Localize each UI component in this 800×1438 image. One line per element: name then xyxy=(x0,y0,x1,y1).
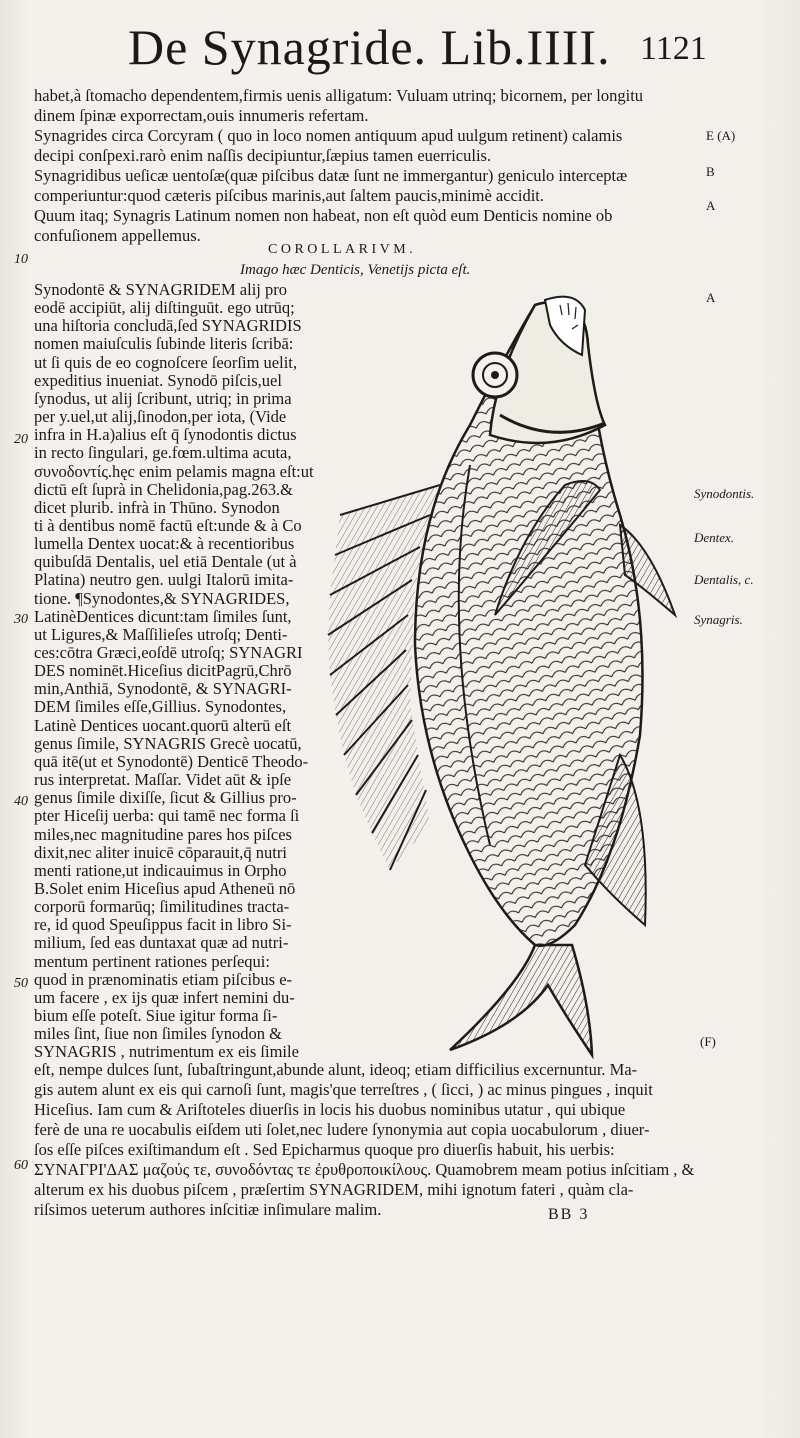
line-number: 40 xyxy=(14,794,28,809)
column-text-line: συνοδοντίς.hęc enim pelamis magna eſt:ut xyxy=(34,461,314,481)
page-number: 1121 xyxy=(640,30,707,67)
tail-fin xyxy=(450,945,592,1055)
column-text-line: eodē accipiūt, alij diſtinguūt. ego utrūq; xyxy=(34,298,295,318)
column-text-line: quā itē(ut et Synodontē) Denticē Theodo- xyxy=(34,751,309,771)
column-text-line: dixit,nec aliter inuicē cōparauit,q̄ nutri xyxy=(34,842,287,862)
column-text-line: quod in prænominatis etiam piſcibus e- xyxy=(34,969,293,989)
column-text-line: miles,nec magnitudine pares hos piſces xyxy=(34,824,292,844)
column-text-line: SYNAGRIS , nutrimentum ex eis ſimile xyxy=(34,1042,299,1062)
column-text-line: expeditius inueniat. Synodō piſcis,uel xyxy=(34,370,282,390)
bottom-text-line: eſt, nempe dulces ſunt, ſubaſtringunt,abunde alunt, ideoq; etiam difficilius excernuntur. Ma- xyxy=(34,1060,638,1079)
running-title: De Synagride. Lib.IIII. xyxy=(128,19,611,75)
column-text-line: infra in H.a)alius eſt q̄ ſynodontis dictus xyxy=(34,425,297,445)
column-text-line: bium eſſe poteſt. Siue igitur forma ſi- xyxy=(34,1006,278,1025)
bottom-text-line: gis autem alunt ex eis qui carnoſi ſunt, magis'que terreſtres , ( ſicci, ) ac minus pingues , inquit xyxy=(34,1080,653,1099)
bottom-text-line: alterum ex his duobus piſcem , præſertim SYNAGRIDEM, mihi ignotum fateri , quàm cla- xyxy=(34,1180,634,1199)
margin-note: Dentex. xyxy=(694,530,735,545)
bottom-text-line: ſos eſſe piſces exiſtimandum eſt . Sed Epicharmus quoque pro diuerſis habuit, his uerbis: xyxy=(34,1140,615,1159)
bottom-text-line: riſsimos ueterum authores inſcitiæ inſimulare malim. xyxy=(34,1200,382,1219)
column-text-line: rus interpretat. Maſſar. Videt aūt & ipſe xyxy=(34,770,292,790)
column-text-line: ut ſi quis de eo cognoſcere ſeorſim uelit, xyxy=(34,352,298,372)
column-text-line: DEM ſimiles eſſe,Gillius. Synodontes, xyxy=(34,697,287,717)
column-text-line: milium, ſed eas duntaxat quæ ad nutri- xyxy=(34,933,289,953)
column-text-line: um facere , ex ijs quæ infert nemini du- xyxy=(34,987,295,1007)
column-text-line: menti ratione,ut indicauimus in Orpho xyxy=(34,860,287,880)
column-text-line: corporū formarūq; ſimilitudines tracta- xyxy=(34,897,290,917)
column-text-line: ut Ligures,& Maſſilieſes utroſq; Denti- xyxy=(34,624,288,644)
margin-note: A xyxy=(706,290,716,305)
bottom-text-line: Hiceſius. Iam cum & Ariſtoteles diuerſis in locis his duobus nominibus utatur , qui ubique xyxy=(34,1100,626,1119)
top-text-line: habet,à ſtomacho dependentem,firmis uenis alligatum: Vuluam utrinq; bicornem, per longitu xyxy=(34,86,644,105)
column-text-line: miles ſint, ſiue non ſimiles ſynodon & xyxy=(34,1024,282,1044)
signature-mark: BB 3 xyxy=(548,1206,590,1223)
margin-note: Synodontis. xyxy=(694,486,755,501)
column-text-line: Synodontē & SYNAGRIDEM alij pro xyxy=(34,280,287,299)
line-number: 30 xyxy=(14,612,28,627)
column-text-line: B.Solet enim Hiceſius apud Atheneū nō xyxy=(34,878,296,898)
image-caption: Imago hæc Denticis, Venetijs picta eſt. xyxy=(240,262,471,278)
margin-note: (F) xyxy=(700,1034,716,1049)
column-text-line: mentum pertinent rationes perſequi: xyxy=(34,951,270,971)
line-number: 60 xyxy=(14,1158,28,1173)
line-number: 20 xyxy=(14,432,28,447)
top-text-line: comperiuntur:quod cæteris piſcibus marinis,aut ſaltem paucis,minimè accidit. xyxy=(34,186,545,205)
column-text-line: una hiſtoria concludā,ſed SYNAGRIDIS xyxy=(34,316,302,336)
margin-note: Dentalis, c. xyxy=(694,572,754,587)
bottom-text-line: ΣΥΝΑΓΡΙ'ΔΑΣ μαζούς τε, συνοδόντας τε ἐρυθροποικίλους. Quamobrem meam potius inſcitiam , & xyxy=(34,1160,695,1179)
top-text-line: confuſionem appellemus. xyxy=(34,226,201,245)
bottom-text-line: ferè de una re uocabulis eiſdem uti ſolet,nec ludere ſynonymia aut copia uocabulorum , diuer- xyxy=(34,1120,650,1139)
margin-note: B xyxy=(706,164,715,179)
column-text-line: nomen maiuſculis ſubinde literis ſcribā: xyxy=(34,334,294,354)
column-text-line: pter Hiceſij uerba: qui tamē nec forma ſi xyxy=(34,806,300,826)
column-text-line: DES nominēt.Hiceſius dicitPagrū,Chrō xyxy=(34,661,292,681)
fish-woodcut-illustration xyxy=(320,285,700,1060)
column-text-line: per y.uel,ut alij,ſinodon,per iota, (Vide xyxy=(34,407,287,427)
column-text-line: ti à dentibus nomē factū eſt:unde & à Co xyxy=(34,515,302,535)
margin-note: A xyxy=(706,198,716,213)
column-text-line: tione. ¶Synodontes,& SYNAGRIDES, xyxy=(34,588,290,608)
column-text-line: min,Anthiā, Synodontē, & SYNAGRI- xyxy=(34,679,292,699)
line-number: 50 xyxy=(14,976,28,991)
margin-note: Synagris. xyxy=(694,612,743,627)
column-text-line: ces:cōtra Græci,eoſdē utroſq; SYNAGRI xyxy=(34,643,303,662)
column-text-line: in recto ſingulari, ge.fœm.ultima acuta, xyxy=(34,443,292,463)
corollarium-heading: COROLLARIVM. xyxy=(268,242,417,257)
column-text-line: Latinè Dentices uocant.quorū alterū eſt xyxy=(34,715,292,735)
column-text-line: dictū eſt ſuprà in Chelidonia,pag.263.& xyxy=(34,479,293,499)
column-text-line: LatinèDentices dicunt:tam ſimiles ſunt, xyxy=(34,606,292,626)
top-text-line: Quum itaq; Synagris Latinum nomen non habeat, non eſt quòd eum Denticis nomine ob xyxy=(34,206,613,225)
column-text-line: genus ſimile dixiſſe, ſicut & Gillius pro- xyxy=(34,788,297,808)
top-text-line: Synagridibus ueſicæ uentoſæ(quæ piſcibus datæ ſunt ne immergantur) geniculo interceptæ xyxy=(34,166,628,185)
column-text-line: quibuſdā Dentalis, uel etiā Dentale (ut à xyxy=(34,552,297,572)
column-text-line: Platina) neutro gen. uulgi Italorū imita- xyxy=(34,570,294,590)
line-number: 10 xyxy=(14,252,28,267)
column-text-line: lumella Dentex uocat:& à recentioribus xyxy=(34,534,295,554)
top-text-line: Synagrides circa Corcyram ( quo in loco nomen antiquum apud uulgum retinent) calamis xyxy=(34,126,623,145)
margin-note: E (A) xyxy=(706,128,736,143)
column-text-line: ſynodus, ut alij ſcribunt, utriq; in prima xyxy=(34,388,292,408)
column-text-line: genus ſimile, SYNAGRIS Grecè uocatū, xyxy=(34,733,302,753)
column-text-line: re, id quod Speuſippus facit in libro Si- xyxy=(34,915,292,935)
top-text-line: decipi conſpexi.rarò enim naſſis decipiuntur,ſæpius tamen euerriculis. xyxy=(34,146,492,165)
column-text-line: dicet plurib. infrà in Thūno. Synodon xyxy=(34,497,280,517)
top-text-line: dinem ſpinæ exporrectam,ouis innumeris refertam. xyxy=(34,106,369,125)
